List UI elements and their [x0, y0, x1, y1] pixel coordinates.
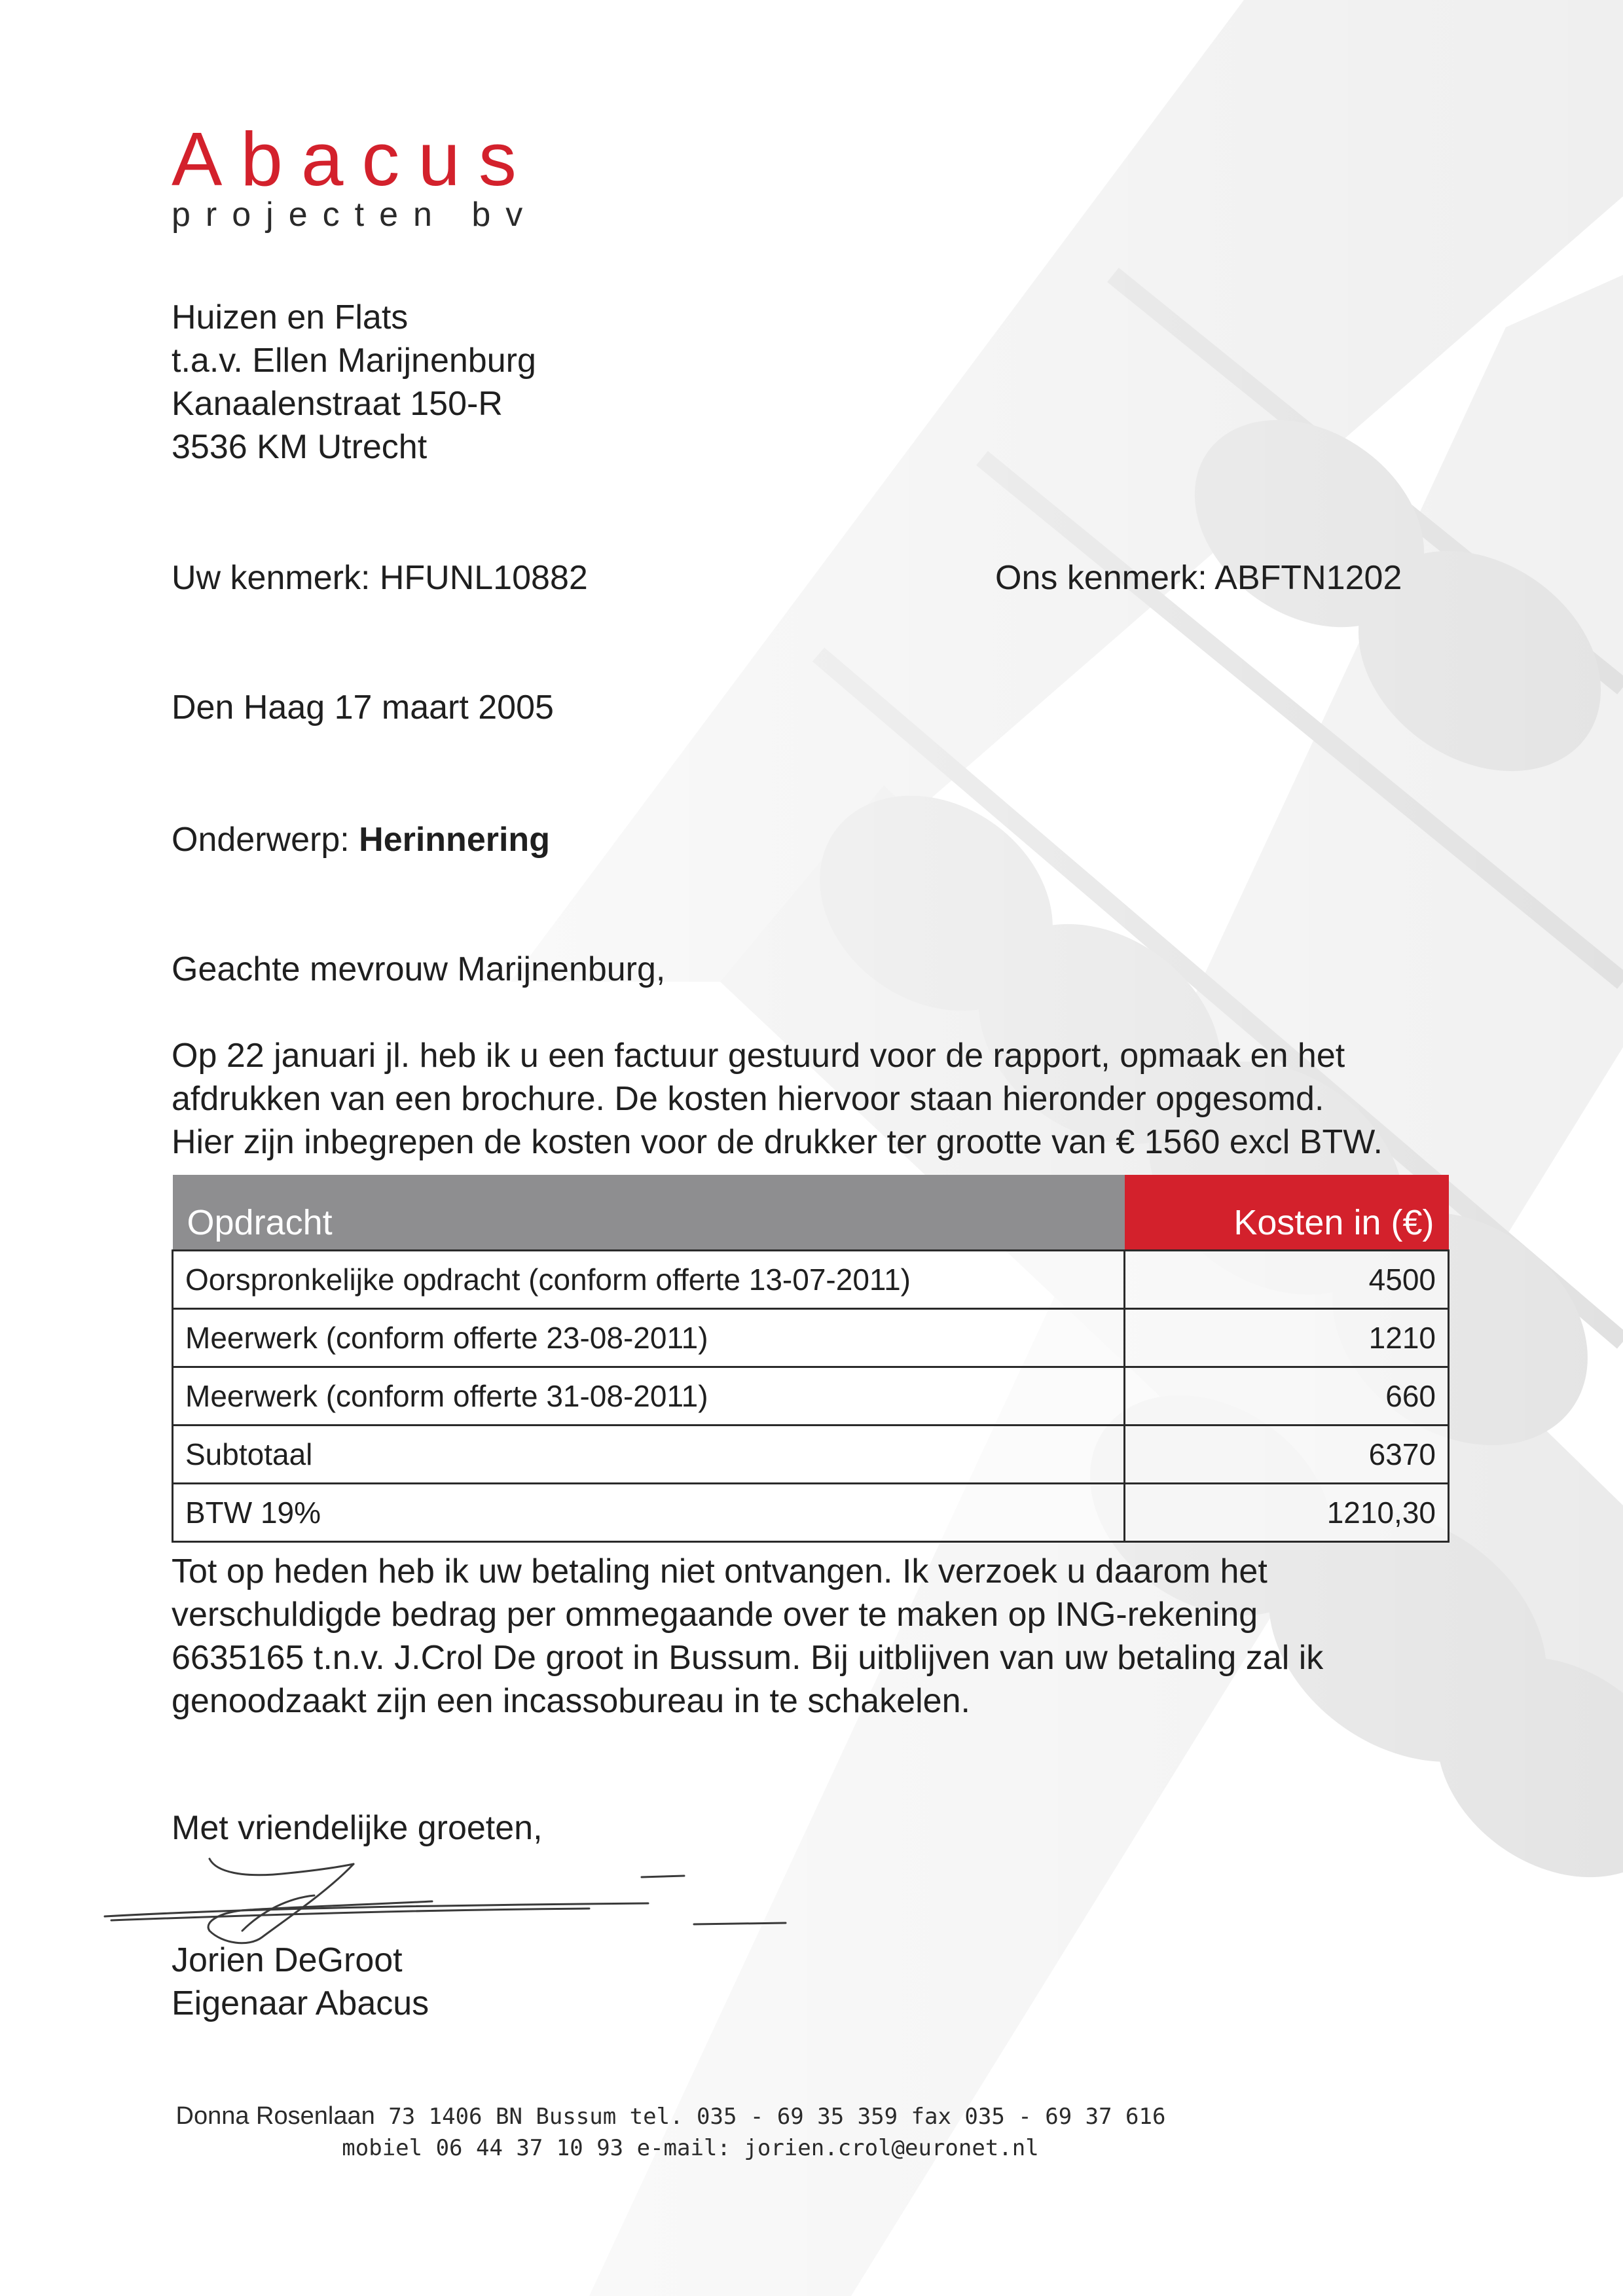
- row-description: Meerwerk (conform offerte 23-08-2011): [173, 1309, 1125, 1367]
- row-description: BTW 19%: [173, 1484, 1125, 1542]
- payment-paragraph: [172, 1550, 1323, 1723]
- table-header-row: [173, 1175, 1449, 1251]
- header-costs: Kosten in (€): [1125, 1175, 1449, 1251]
- header-assignment: Opdracht: [173, 1175, 1125, 1251]
- paragraph-line: verschuldigde bedrag per ommegaande over te maken op ING-rekening: [172, 1596, 1258, 1634]
- signer-name: Jorien DeGroot: [172, 1941, 403, 1979]
- subject-value: Herinnering: [359, 821, 550, 859]
- closing-greeting: Met vriendelijke groeten,: [172, 1809, 543, 1847]
- recipient-line: Kanaalenstraat 150-R: [172, 385, 503, 423]
- signer-block: [172, 1939, 429, 2025]
- row-amount: 1210: [1125, 1309, 1449, 1367]
- salutation: Geachte mevrouw Marijnenburg,: [172, 950, 666, 988]
- recipient-line: t.a.v. Ellen Marijnenburg: [172, 342, 536, 380]
- paragraph-line: 6635165 t.n.v. J.Crol De groot in Bussum. Bij uitblijven van uw betaling zal ik: [172, 1639, 1324, 1677]
- company-logo-subtitle: projecten bv: [172, 196, 538, 234]
- row-amount: 4500: [1125, 1251, 1449, 1309]
- table-row: [173, 1251, 1449, 1309]
- your-reference: Uw kenmerk: HFUNL10882: [172, 559, 588, 597]
- footer-contact-phone: 73 1406 BN Bussum tel. 035 - 69 35 359 fax 035 - 69 37 616: [374, 2104, 1166, 2130]
- row-amount: 1210,30: [1125, 1484, 1449, 1542]
- letter-subject: [172, 818, 550, 861]
- row-amount: 6370: [1125, 1426, 1449, 1484]
- our-reference: Ons kenmerk: ABFTN1202: [995, 559, 1402, 597]
- table-row: [173, 1367, 1449, 1426]
- footer-contact-line: mobiel 06 44 37 10 93 e-mail: jorien.crol@euronet.nl: [342, 2135, 1039, 2161]
- footer-street: Donna Rosenlaan: [175, 2102, 375, 2130]
- paragraph-line: Tot op heden heb ik uw betaling niet ontvangen. Ik verzoek u daarom het: [172, 1552, 1267, 1590]
- paragraph-line: genoodzaakt zijn een incassobureau in te schakelen.: [172, 1682, 970, 1720]
- paragraph-line: afdrukken van een brochure. De kosten hiervoor staan hieronder opgesomd.: [172, 1080, 1324, 1118]
- row-description: Meerwerk (conform offerte 31-08-2011): [173, 1367, 1125, 1426]
- footer-address-line: [0, 2102, 1482, 2130]
- signer-title: Eigenaar Abacus: [172, 1984, 429, 2022]
- handwritten-signature: [92, 1833, 812, 1950]
- recipient-line: Huizen en Flats: [172, 298, 409, 336]
- row-description: Subtotaal: [173, 1426, 1125, 1484]
- table-row: [173, 1426, 1449, 1484]
- row-description: Oorspronkelijke opdracht (conform offerte 13-07-2011): [173, 1251, 1125, 1309]
- recipient-line: 3536 KM Utrecht: [172, 428, 428, 466]
- paragraph-line: Op 22 januari jl. heb ik u een factuur gestuurd voor de rapport, opmaak en het: [172, 1037, 1345, 1075]
- costs-table: [172, 1175, 1450, 1543]
- recipient-address: [172, 296, 536, 469]
- letter-date: Den Haag 17 maart 2005: [172, 689, 554, 726]
- row-amount: 660: [1125, 1367, 1449, 1426]
- table-row: [173, 1309, 1449, 1367]
- intro-paragraph: [172, 1034, 1383, 1164]
- subject-label: Onderwerp:: [172, 821, 359, 859]
- table-row: [173, 1484, 1449, 1542]
- paragraph-line: Hier zijn inbegrepen de kosten voor de drukker ter grootte van € 1560 excl BTW.: [172, 1123, 1383, 1161]
- company-logo-name: Abacus: [172, 117, 535, 202]
